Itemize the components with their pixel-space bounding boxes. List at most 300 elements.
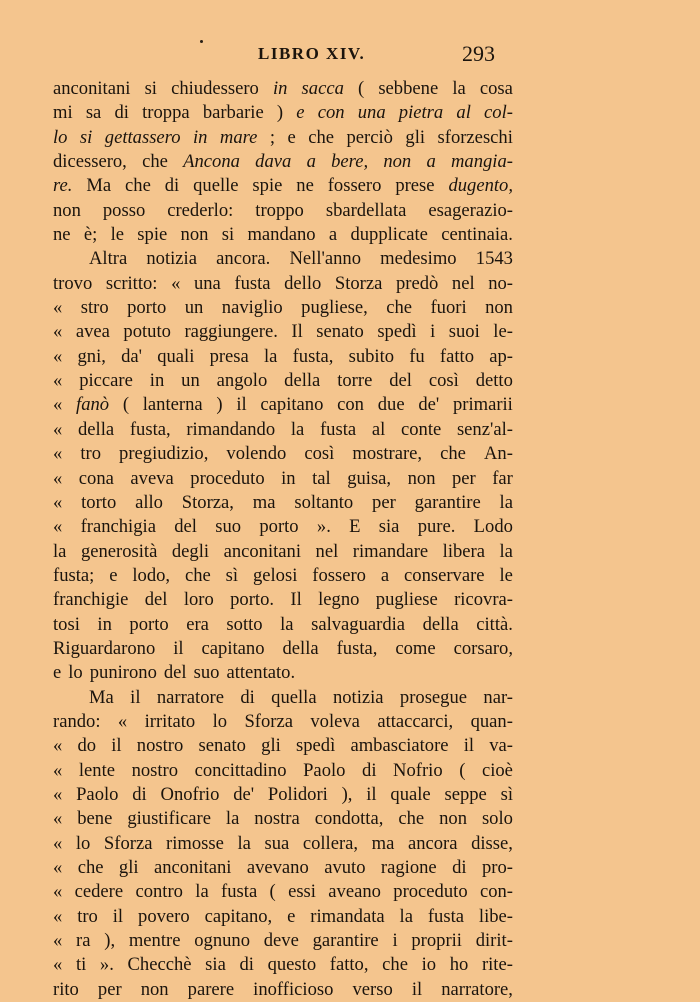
word: medesimo [380,248,457,270]
word: era [186,613,209,635]
word: « [53,808,63,830]
word: di [240,686,255,708]
word: salvaguardia [311,613,406,635]
word: do [77,735,97,757]
word: attaccarci, [377,710,454,732]
word: il [463,735,475,757]
word: lanterna [142,394,203,416]
word: raggiungere. [184,321,278,343]
word: nostra [254,808,300,830]
word: fusta, [129,418,171,440]
word: fusta [319,418,357,440]
word: Storza [334,272,383,294]
word: si [144,78,157,99]
word: pugliese, [301,297,368,319]
word: Sforza [103,832,153,854]
word: fusta [427,905,465,927]
word: anconitani [223,540,302,562]
word: notizia [146,248,197,270]
text-line [53,369,513,393]
word: ) [216,394,223,416]
text-line [53,491,513,515]
text-line [53,296,513,320]
word: Ma [86,175,112,197]
word: e [53,662,62,684]
word: del [389,370,412,392]
word: ancora. [216,248,271,270]
word: ( [459,759,466,781]
word: che [382,954,408,976]
word: corsaro, [453,637,513,659]
word: ), [341,783,353,805]
word: volendo [226,443,287,465]
word: no- [488,272,513,294]
word: contro [135,881,183,903]
word: le [110,224,124,246]
word: la [280,613,294,635]
word: mentre [128,930,181,952]
word: proprii [411,930,462,952]
word: un [184,297,204,319]
word: suo [215,516,242,538]
word: sì [225,564,239,586]
word: che [142,151,168,173]
word: spedì [377,321,417,343]
word: va- [489,735,513,757]
word: « [171,272,181,294]
italic-word: si [79,126,93,148]
word: non [485,297,513,319]
word: le [499,564,513,586]
word: povero [138,905,190,927]
word: di [132,783,147,805]
word: Il [291,321,303,343]
word: ho [449,954,469,976]
word: di [452,857,467,878]
italic-word: sacca [301,78,344,99]
word: fossero [327,175,382,197]
word: sebbene [378,78,439,99]
word: gni, [77,345,106,367]
word: senato [198,735,246,757]
italic-word: in [192,126,208,148]
text-line [53,978,513,1002]
word: ». [316,516,331,538]
word: garantire [312,930,379,952]
word: capitano [201,637,265,659]
word: dello [284,272,322,294]
word: mandano [247,224,316,246]
word: che [308,126,335,148]
word: E [349,516,361,538]
word: narratore [156,686,224,708]
word: quali [157,345,195,367]
word: torto [81,491,117,513]
word: « [53,491,63,513]
word: avuto [324,857,366,878]
word: il [411,978,423,1000]
word: pro- [481,857,513,878]
text-line [53,150,513,174]
text-line [53,467,513,491]
word: sia [205,954,226,976]
word: come [395,637,436,659]
word: solo [481,808,513,830]
word: quella [271,686,317,708]
text-line [53,320,513,344]
word: fusta, [336,637,378,659]
word: nar- [483,686,513,708]
text-line [53,418,513,442]
word: naviglio [221,297,283,319]
text-line [53,710,513,734]
text-line [53,77,513,101]
italic-word: dugento, [448,175,513,197]
word: non [439,808,467,830]
word: porto [127,297,167,319]
word: la [290,418,305,440]
word: così [304,443,335,465]
text-line [53,174,513,198]
word: cioè [481,759,513,781]
word: che [184,564,211,586]
word: stro [80,297,109,319]
word: parere [187,978,235,1000]
word: tro [77,905,98,927]
word: con [337,394,364,416]
word: al [371,418,386,440]
word: Storza, [181,491,234,513]
word: non [180,224,209,246]
word: una [193,272,221,294]
word: dirit- [475,930,513,952]
word: posso [102,199,146,221]
word: pure. [417,516,456,538]
word: scritto: [105,272,158,294]
italic-word: fanò [76,394,110,416]
text-line [53,247,513,271]
word: primarii [452,394,513,416]
word: fatto, [329,954,369,976]
italic-word: a [426,151,436,173]
word: sua [264,832,290,854]
word: torre [337,370,373,392]
word: allo [135,491,163,513]
word: lo [212,710,228,732]
word: anconitani [53,78,131,99]
word: le- [493,321,513,343]
word: subito [348,345,395,367]
word: sotto [226,613,263,635]
italic-word: mangia- [450,151,513,173]
word: tal [312,467,331,489]
word: bene [77,808,113,830]
page-number: 293 [462,41,495,66]
page-header [0,41,700,74]
word: della [422,613,459,635]
word: prosegue [399,686,468,708]
word: pregiudizio, [119,443,209,465]
word: del [163,662,187,684]
italic-word: una [357,102,386,124]
text-line [53,807,513,831]
word: la [499,540,513,562]
word: sa [85,102,102,124]
word: nostro [131,759,179,781]
text-line [53,661,513,685]
word: spie [252,175,283,197]
word: di [114,102,129,124]
word: la [263,345,278,367]
word: la [399,905,413,927]
word: del [174,516,197,538]
word: del [144,589,168,611]
word: mostrare, [352,443,423,465]
word: di [362,759,377,781]
word: con- [479,881,513,903]
word: inofficioso [253,978,334,1000]
word: conservare [404,564,485,586]
word: il [130,686,141,708]
word: guisa, [347,467,392,489]
word: fu [409,345,425,367]
word: ». [99,954,114,976]
word: verso [352,978,393,1000]
word: si [221,224,235,246]
word: « [53,930,63,952]
text-line [53,345,513,369]
word: ognuno [194,930,250,952]
italic-word: mare [219,126,258,148]
text-line [53,832,513,856]
word: Sforza [244,710,293,732]
word: non [53,199,81,221]
word: generosità [80,540,158,562]
italic-word: non [383,151,412,173]
word: cona [78,467,114,489]
word: questo [267,954,317,976]
word: soltanto [294,491,354,513]
italic-word: pietra [398,102,444,124]
word: proceduto [190,467,265,489]
word: « [53,735,63,757]
word: di [239,954,254,976]
word: ; [269,126,276,148]
text-line [53,759,513,783]
word: sforzeschi [437,126,513,148]
word: gli [118,857,139,878]
word: tro [80,443,101,465]
word: Riguardarono [53,637,156,659]
text-line [53,272,513,296]
word: avea [75,321,110,343]
word: capitano, [204,905,273,927]
word: Checchè [127,954,192,976]
word: rimandare [352,540,429,562]
word: avevano [246,857,309,878]
word: narratore, [441,978,513,1000]
word: il [112,905,124,927]
italic-word: col- [484,102,513,124]
word: 1543 [475,248,513,270]
word: Il [290,589,302,611]
text-line [53,613,513,637]
word: libera [442,540,485,562]
word: porto [129,613,169,635]
italic-word: gettassero [104,126,181,148]
word: non [140,978,169,1000]
italic-word: con [317,102,345,124]
word: Polidori [267,783,328,805]
word: garantire [414,491,481,513]
word: fusta, [292,345,334,367]
italic-word: re. [53,175,73,197]
word: seppe [444,783,487,805]
word: essi [288,881,316,903]
text-line [53,442,513,466]
italic-word: bere, [331,151,369,173]
word: di [164,175,180,197]
word: ambasciatore [350,735,449,757]
word: « [53,297,63,319]
word: ne [296,175,314,197]
word: per [451,467,476,489]
text-line [53,540,513,564]
running-title: LIBRO XIV. [258,44,366,63]
word: capitano [260,394,324,416]
word: senato [316,321,364,343]
text-line [53,393,513,417]
word: trovo [53,272,93,294]
word: per [97,978,122,1000]
word: quan- [470,710,513,732]
word: cosa [479,78,513,99]
word: de' [418,394,440,416]
word: e [287,905,296,927]
word: la [237,832,251,854]
word: legno [318,589,360,611]
text-line [53,734,513,758]
word: voleva [310,710,360,732]
word: ancora [407,832,458,854]
word: sì [500,783,513,805]
word: degli [171,540,210,562]
word: « [53,881,63,903]
word: Paolo [76,783,119,805]
word: i [392,930,398,952]
word: dicessero, [53,151,127,173]
word: un [181,370,200,392]
word: nel [451,272,475,294]
word: Altra [89,248,128,270]
word: della [284,370,321,392]
word: chiudessero [171,78,259,99]
word: « [53,783,63,805]
text-line [53,783,513,807]
word: città. [476,613,513,635]
word: troppo [255,199,304,221]
word: gli [261,735,281,757]
italic-word: e [296,102,305,124]
italic-word: Ancona [183,151,240,173]
ink-speck [200,40,203,43]
word: ( [269,881,276,903]
word: fusta [221,881,258,903]
word: barbarie [202,102,264,124]
text-line [53,126,513,150]
word: ( [122,394,130,416]
word: rito [53,978,79,1000]
word: così [428,370,459,392]
word: detto [475,370,513,392]
italic-word: in [272,78,288,99]
word: « [53,516,63,538]
word: ricovra- [454,589,513,611]
word: ne [53,224,71,246]
word: il [236,394,247,416]
word: quelle [193,175,239,197]
word: attentato. [226,662,296,684]
word: anconitani [153,857,232,878]
text-line [53,199,513,223]
word: lo [75,832,91,854]
word: sia [378,516,400,538]
italic-word: a [306,151,316,173]
word: aveano [328,881,381,903]
word: fusta; [53,564,95,586]
word: concittadino [194,759,287,781]
word: il [111,735,122,757]
word: della [78,418,115,440]
word: in [149,370,165,392]
word: franchigia [80,516,156,538]
word: fusta [234,272,271,294]
word: in [97,613,112,635]
italic-word: lo [53,126,68,148]
word: Nofrio [393,759,443,781]
word: ) [276,102,284,124]
word: rimosse [166,832,224,854]
word: la [452,78,466,99]
word: cedere [74,881,124,903]
word: far [492,467,513,489]
word: per [372,491,396,513]
word: che [77,857,104,878]
word: « [53,954,63,976]
word: il [173,637,184,659]
word: Paolo [303,759,346,781]
word: spie [137,224,168,246]
word: nel [315,540,339,562]
word: perciò [346,126,393,148]
word: suoi [448,321,480,343]
word: « [53,832,63,854]
word: che [386,297,413,319]
word: predò [395,272,439,294]
word: « [53,418,63,440]
word: aveva [130,467,174,489]
text-line [53,637,513,661]
word: io [421,954,437,976]
word: crederlo: [167,199,234,221]
word: non [407,467,436,489]
word: rimandando [186,418,276,440]
word: « [53,857,63,878]
word: in [281,467,296,489]
text-line [53,564,513,588]
word: lente [78,759,115,781]
word: conte [400,418,442,440]
